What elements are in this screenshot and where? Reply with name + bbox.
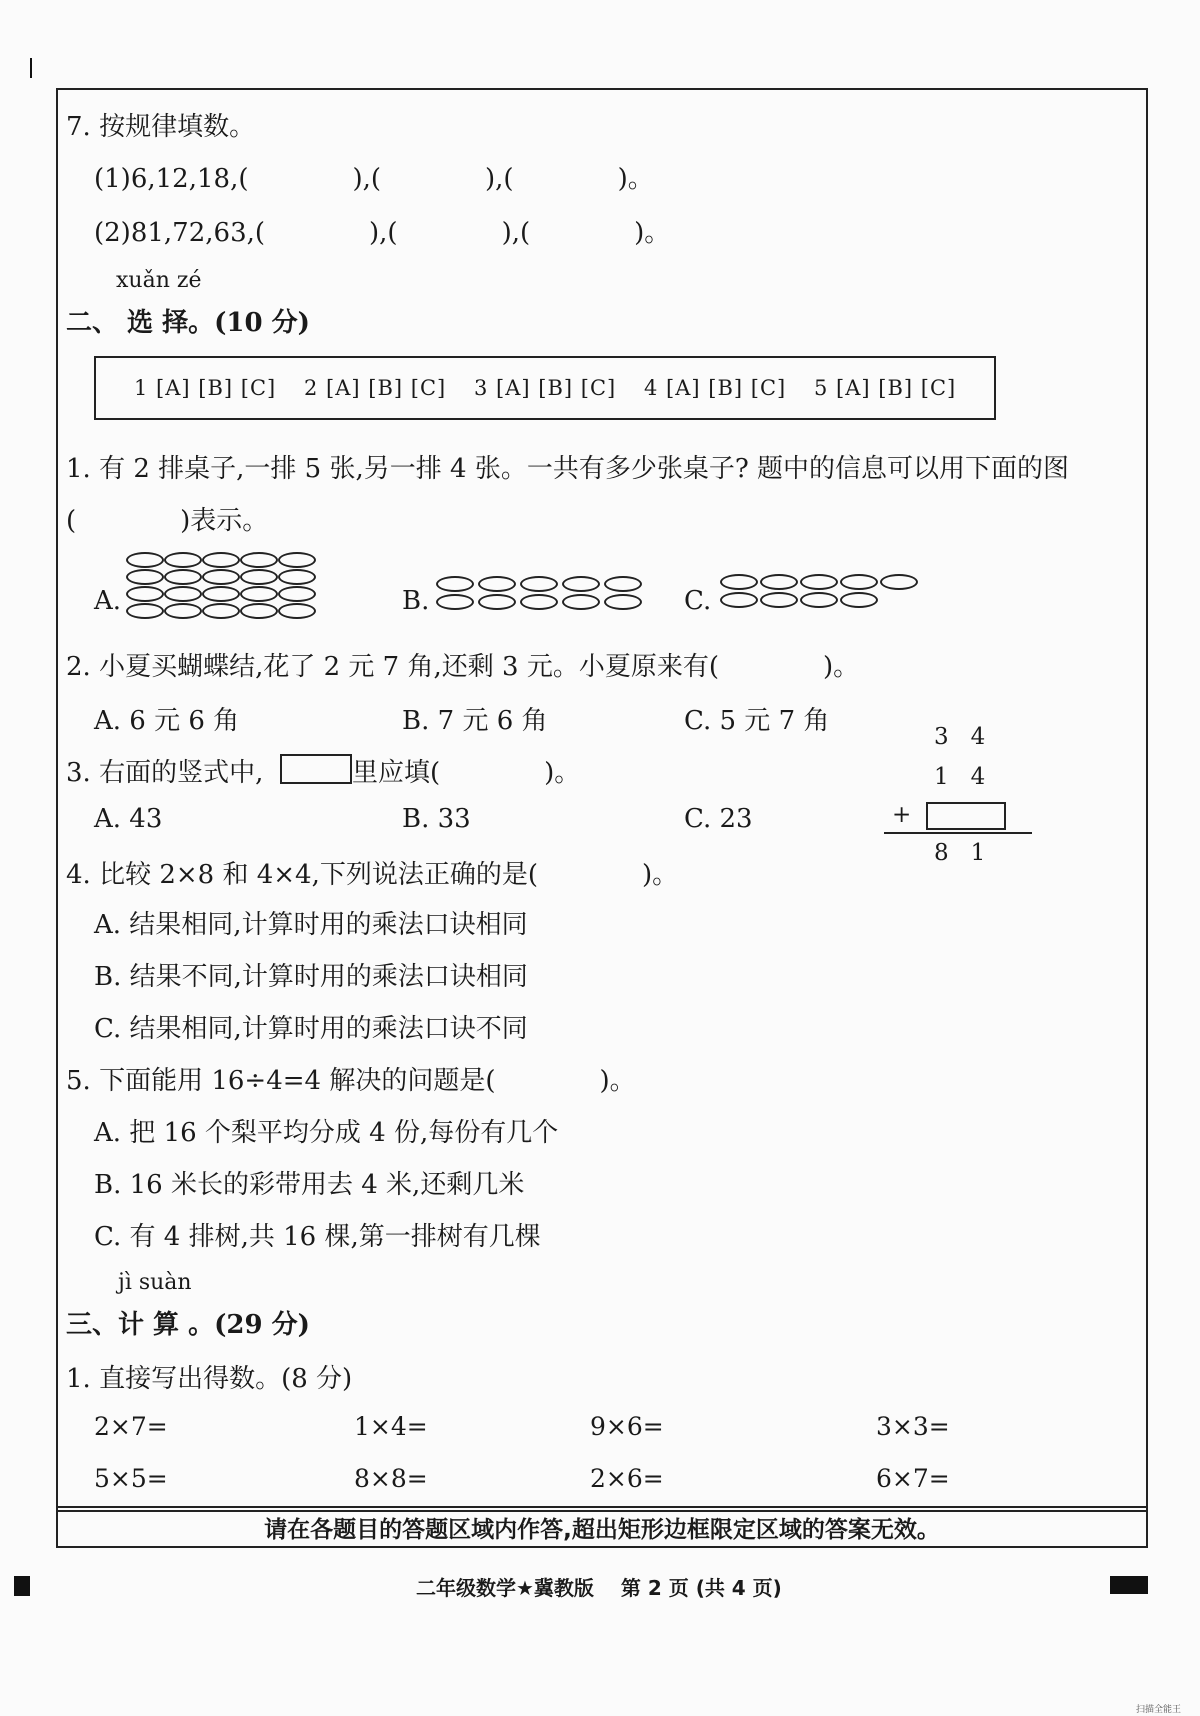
desk-ellipse xyxy=(240,552,278,568)
calc-item: 3×3= xyxy=(876,1412,950,1441)
answer-bubble-q3[interactable]: 3 [A] [B] [C] xyxy=(474,376,617,400)
section3-pinyin: jì suàn xyxy=(118,1270,192,1295)
q3-stem-pre: 3. 右面的竖式中, xyxy=(66,758,264,788)
q7-title: 7. 按规律填数。 xyxy=(66,112,256,142)
calc-item: 6×7= xyxy=(876,1464,950,1493)
answer-bubble-q2[interactable]: 2 [A] [B] [C] xyxy=(304,376,447,400)
q4-option-a: A. 结果相同,计算时用的乘法口诀相同 xyxy=(94,910,528,940)
desk-ellipse xyxy=(520,576,558,592)
desk-ellipse xyxy=(126,569,164,585)
desk-ellipse xyxy=(164,569,202,585)
desk-ellipse xyxy=(800,592,838,608)
section2-pinyin: xuǎn zé xyxy=(116,268,202,293)
q3-option-c: C. 23 xyxy=(684,804,753,834)
q2-option-a: A. 6 元 6 角 xyxy=(94,706,240,736)
q2-option-c: C. 5 元 7 角 xyxy=(684,706,830,736)
desk-ellipse xyxy=(164,552,202,568)
vertical-blank-box xyxy=(926,802,1006,830)
answer-bubble-bar xyxy=(94,356,996,420)
q7-line1: (1)6,12,18,( ),( ),( )。 xyxy=(94,164,654,194)
calc-item: 9×6= xyxy=(590,1412,664,1441)
desk-ellipse xyxy=(164,586,202,602)
calc-item: 5×5= xyxy=(94,1464,168,1493)
desk-ellipse xyxy=(164,603,202,619)
q4-stem: 4. 比较 2×8 和 4×4,下列说法正确的是( )。 xyxy=(66,860,679,890)
desk-ellipse xyxy=(278,586,316,602)
q3-option-b: B. 33 xyxy=(402,804,471,834)
desk-ellipse xyxy=(840,574,878,590)
q7-line2: (2)81,72,63,( ),( ),( )。 xyxy=(94,218,671,248)
notice-text: 请在各题目的答题区域内作答,超出矩形边框限定区域的答案无效。 xyxy=(264,1516,940,1543)
desk-ellipse xyxy=(278,552,316,568)
q2-stem: 2. 小夏买蝴蝶结,花了 2 元 7 角,还剩 3 元。小夏原来有( )。 xyxy=(66,652,860,682)
desk-ellipse xyxy=(126,586,164,602)
desk-ellipse xyxy=(604,576,642,592)
q5-option-a: A. 把 16 个梨平均分成 4 份,每份有几个 xyxy=(94,1118,559,1148)
q1-option-b-label: B. xyxy=(402,586,430,616)
desk-ellipse xyxy=(436,594,474,610)
desk-ellipse xyxy=(202,552,240,568)
q1-option-a-label: A. xyxy=(94,586,122,616)
vertical-plus-sign: + xyxy=(892,802,912,828)
desk-ellipse xyxy=(720,592,758,608)
desk-ellipse xyxy=(800,574,838,590)
q1-stem-line2: ( )表示。 xyxy=(66,506,269,536)
desk-ellipse xyxy=(278,569,316,585)
desk-ellipse xyxy=(436,576,474,592)
desk-ellipse xyxy=(562,594,600,610)
vertical-addend-1: 3 4 xyxy=(934,724,986,750)
q1-option-b-figure xyxy=(436,576,656,616)
vertical-result: 8 1 xyxy=(934,840,986,866)
desk-ellipse xyxy=(880,574,918,590)
calc-item: 2×6= xyxy=(590,1464,664,1493)
section3-sub1: 1. 直接写出得数。(8 分) xyxy=(66,1364,353,1394)
q3-option-a: A. 43 xyxy=(94,804,163,834)
desk-ellipse xyxy=(520,594,558,610)
desk-ellipse xyxy=(240,603,278,619)
q5-stem: 5. 下面能用 16÷4=4 解决的问题是( )。 xyxy=(66,1066,636,1096)
desk-ellipse xyxy=(240,569,278,585)
calc-item: 8×8= xyxy=(354,1464,428,1493)
answer-bubble-q4[interactable]: 4 [A] [B] [C] xyxy=(644,376,787,400)
vertical-sum-line xyxy=(884,832,1032,834)
page-footer: 二年级数学★冀教版 第 2 页 (共 4 页) xyxy=(416,1576,782,1600)
desk-ellipse xyxy=(278,603,316,619)
answer-area-notice xyxy=(56,1506,1148,1548)
registration-mark-bottom-right xyxy=(1110,1576,1148,1594)
answer-bubble-q5[interactable]: 5 [A] [B] [C] xyxy=(814,376,957,400)
q1-option-c-figure xyxy=(720,574,960,614)
registration-mark-bottom-left xyxy=(14,1576,30,1596)
q1-option-a-figure xyxy=(126,552,326,622)
q5-option-c: C. 有 4 排树,共 16 棵,第一排树有几棵 xyxy=(94,1222,541,1252)
desk-ellipse xyxy=(760,574,798,590)
scanner-watermark: 扫描全能王 xyxy=(1136,1705,1182,1715)
desk-ellipse xyxy=(240,586,278,602)
calc-item: 1×4= xyxy=(354,1412,428,1441)
q5-option-b: B. 16 米长的彩带用去 4 米,还剩几米 xyxy=(94,1170,525,1200)
desk-ellipse xyxy=(126,552,164,568)
registration-mark-top-left xyxy=(30,58,32,78)
q3-blank-box xyxy=(280,754,352,784)
desk-ellipse xyxy=(720,574,758,590)
q2-option-b: B. 7 元 6 角 xyxy=(402,706,548,736)
q1-option-c-label: C. xyxy=(684,586,712,616)
q3-stem-post: 里应填( )。 xyxy=(352,758,581,788)
desk-ellipse xyxy=(478,594,516,610)
q4-option-b: B. 结果不同,计算时用的乘法口诀相同 xyxy=(94,962,528,992)
desk-ellipse xyxy=(562,576,600,592)
desk-ellipse xyxy=(202,586,240,602)
desk-ellipse xyxy=(760,592,798,608)
q4-option-c: C. 结果相同,计算时用的乘法口诀不同 xyxy=(94,1014,528,1044)
vertical-addend-2: 1 4 xyxy=(934,764,986,790)
desk-ellipse xyxy=(840,592,878,608)
desk-ellipse xyxy=(202,569,240,585)
desk-ellipse xyxy=(202,603,240,619)
section2-title: 二、 选 择。(10 分) xyxy=(66,308,310,338)
desk-ellipse xyxy=(478,576,516,592)
answer-bubble-q1[interactable]: 1 [A] [B] [C] xyxy=(134,376,277,400)
section3-title: 三、计 算 。(29 分) xyxy=(66,1310,310,1340)
desk-ellipse xyxy=(126,603,164,619)
desk-ellipse xyxy=(604,594,642,610)
calc-item: 2×7= xyxy=(94,1412,168,1441)
q1-stem-line1: 1. 有 2 排桌子,一排 5 张,另一排 4 张。一共有多少张桌子? 题中的信息可以用下面的图 xyxy=(66,454,1070,484)
